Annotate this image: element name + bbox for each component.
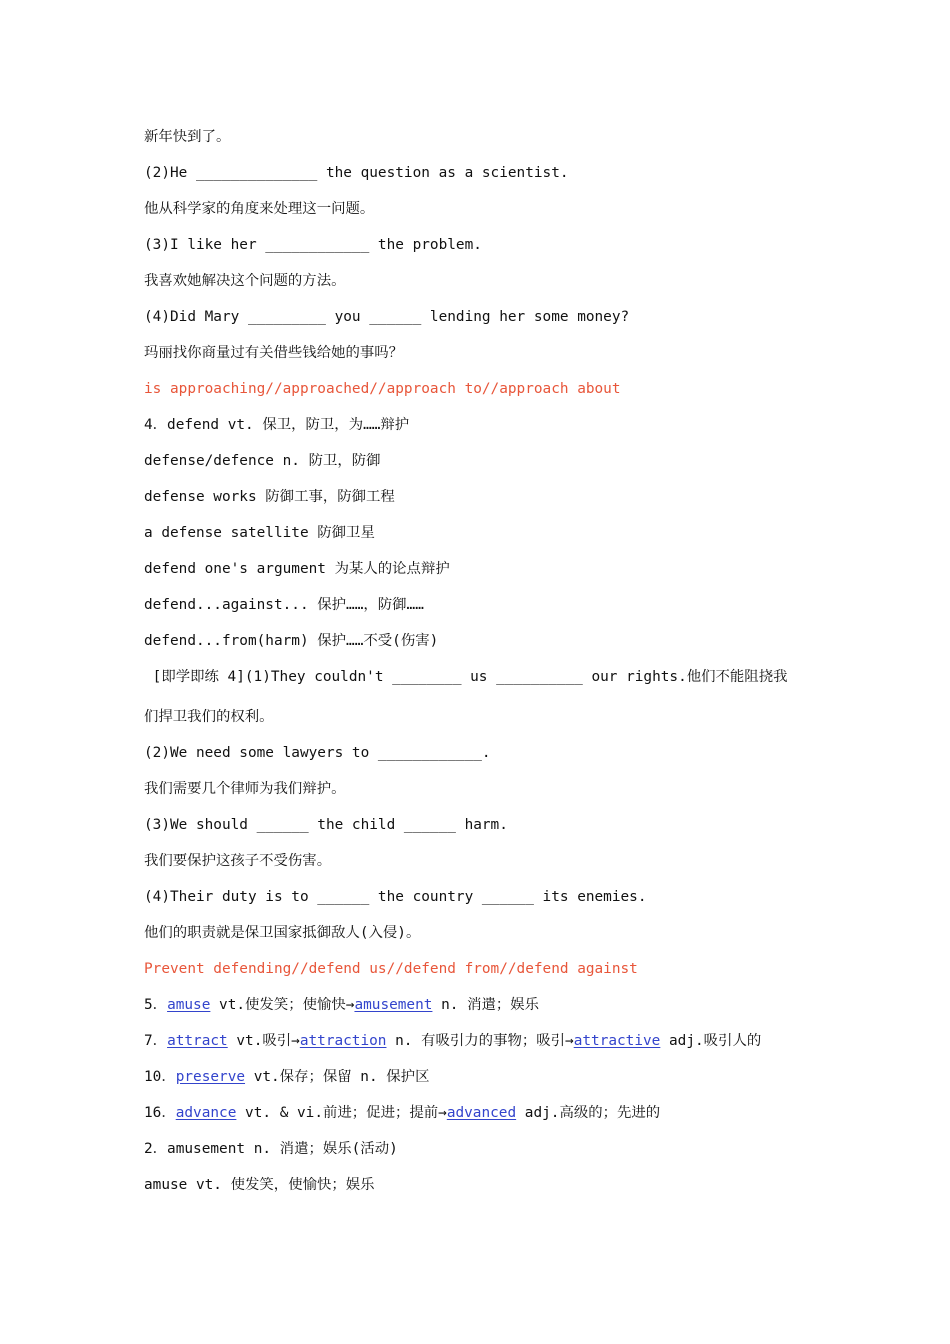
vocab-heading: 4．defend vt. 保卫，防卫，为……辩护	[144, 417, 410, 433]
word-link-attract[interactable]: attract	[167, 1033, 228, 1049]
translation-line: 他从科学家的角度来处理这一问题。	[144, 201, 375, 217]
vocab-item-16	[144, 1103, 660, 1123]
definition-text: vt.吸引→	[227, 1033, 300, 1049]
vocab-line: defense works 防御工事，防御工程	[144, 489, 395, 505]
word-link-attractive[interactable]: attractive	[573, 1033, 661, 1049]
definition-text: vt.使发笑；使愉快→	[210, 997, 355, 1013]
exercise-line: (4)Their duty is to ______ the country ______ its enemies.	[144, 889, 647, 905]
vocab-line: defend...against... 保护……，防御……	[144, 597, 424, 613]
translation-line: 们捍卫我们的权利。	[144, 709, 274, 725]
item-number: 10．	[144, 1069, 176, 1085]
word-link-advance[interactable]: advance	[175, 1105, 237, 1121]
exercise-line: (3)I like her ____________ the problem.	[144, 237, 482, 253]
vocab-heading: 2．amusement n. 消遣；娱乐(活动)	[144, 1141, 398, 1157]
definition-text: n. 消遣；娱乐	[432, 997, 540, 1013]
definition-text: vt.保存；保留 n. 保护区	[245, 1069, 430, 1085]
vocab-line: defend...from(harm) 保护……不受(伤害)	[144, 633, 439, 649]
answer-line: Prevent defending//defend us//defend from//defend against	[144, 961, 638, 977]
word-link-attraction[interactable]: attraction	[299, 1033, 387, 1049]
word-link-advanced[interactable]: advanced	[446, 1105, 517, 1121]
exercise-line: [即学即练 4](1)They couldn't ________ us __________ our rights.他们不能阻挠我	[144, 669, 788, 685]
definition-text: adj.高级的；先进的	[516, 1105, 661, 1121]
translation-line: 我们要保护这孩子不受伤害。	[144, 853, 332, 869]
answer-line: is approaching//approached//approach to//approach about	[144, 381, 621, 397]
definition-text: vt. & vi.前进；促进；提前→	[236, 1105, 447, 1121]
item-number: 5．	[144, 997, 168, 1013]
definition-text: n. 有吸引力的事物；吸引→	[386, 1033, 574, 1049]
vocab-line: defense/defence n. 防卫，防御	[144, 453, 381, 469]
vocab-item-7	[144, 1031, 761, 1051]
vocab-item-5	[144, 995, 539, 1015]
vocab-line: amuse vt. 使发笑，使愉快；娱乐	[144, 1177, 375, 1193]
item-number: 7．	[144, 1033, 168, 1049]
vocab-item-10	[144, 1067, 429, 1087]
text-line: 新年快到了。	[144, 129, 231, 145]
definition-text: adj.吸引人的	[660, 1033, 762, 1049]
exercise-line: (2)He ______________ the question as a scientist.	[144, 165, 569, 181]
vocab-line: a defense satellite 防御卫星	[144, 525, 375, 541]
translation-line: 我喜欢她解决这个问题的方法。	[144, 273, 346, 289]
vocab-line: defend one's argument 为某人的论点辩护	[144, 561, 450, 577]
word-link-amuse[interactable]: amuse	[167, 997, 211, 1013]
word-link-amusement[interactable]: amusement	[354, 997, 433, 1013]
translation-line: 他们的职责就是保卫国家抵御敌人(入侵)。	[144, 925, 421, 941]
word-link-preserve[interactable]: preserve	[175, 1069, 246, 1085]
exercise-line: (3)We should ______ the child ______ harm.	[144, 817, 508, 833]
translation-line: 我们需要几个律师为我们辩护。	[144, 781, 346, 797]
item-number: 16．	[144, 1105, 176, 1121]
exercise-line: (4)Did Mary _________ you ______ lending her some money?	[144, 309, 630, 325]
exercise-line: (2)We need some lawyers to ____________.	[144, 745, 491, 761]
translation-line: 玛丽找你商量过有关借些钱给她的事吗？	[144, 345, 404, 361]
